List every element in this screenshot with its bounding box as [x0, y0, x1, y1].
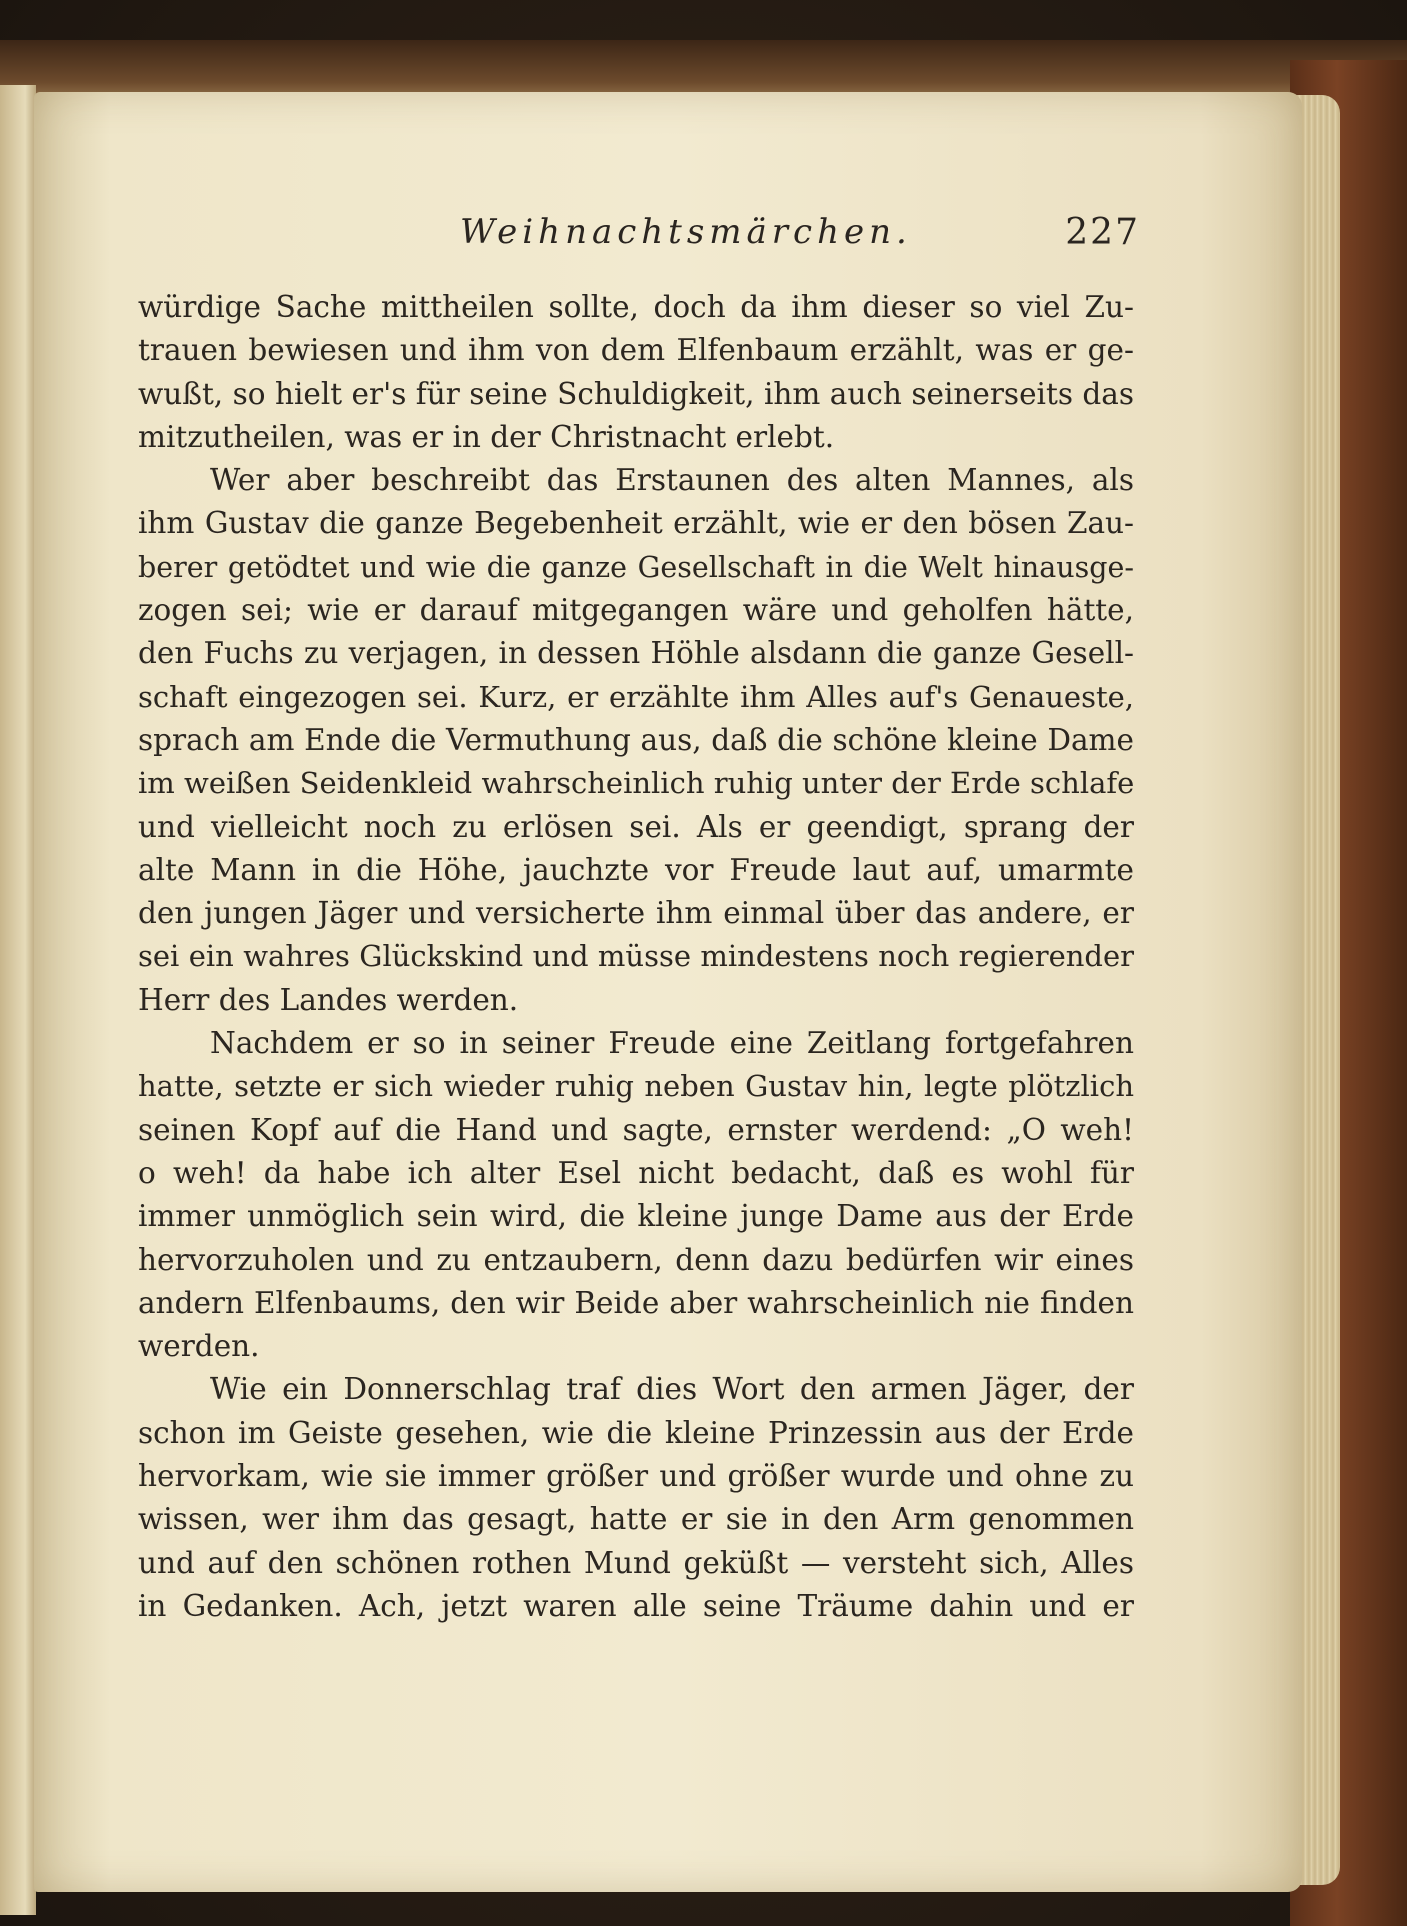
text-line: o weh! da habe ich alter Esel nicht bedacht, daß es wohl für	[138, 1155, 1134, 1190]
text-line: andern Elfenbaums, den wir Beide aber wahrscheinlich nie finden	[138, 1285, 1134, 1320]
text-line: mitzutheilen, was er in der Christnacht erlebt.	[138, 419, 835, 454]
text-line: Wer aber beschreibt das Erstaunen des alten Mannes, als	[210, 463, 1134, 498]
text-line: Wie ein Donnerschlag traf dies Wort den armen Jäger, der	[210, 1372, 1134, 1407]
text-line: werden.	[138, 1329, 260, 1364]
text-line: in Gedanken. Ach, jetzt waren alle seine Träume dahin und er	[138, 1588, 1134, 1623]
text-line: wußt, so hielt er's für seine Schuldigkeit, ihm auch seinerseits das	[138, 376, 1134, 411]
page-number: 227	[1065, 212, 1140, 253]
text-line: hatte, setzte er sich wieder ruhig neben Gustav hin, legte plötzlich	[138, 1069, 1134, 1104]
text-line: sei ein wahres Glückskind und müsse mindestens noch regierender	[138, 939, 1134, 974]
text-line: wissen, wer ihm das gesagt, hatte er sie in den Arm genommen	[138, 1502, 1134, 1537]
text-line: schon im Geiste gesehen, wie die kleine Prinzessin aus der Erde	[138, 1415, 1134, 1450]
text-line: alte Mann in die Höhe, jauchzte vor Freude laut auf, umarmte	[138, 852, 1134, 887]
text-line: Herr des Landes werden.	[138, 982, 519, 1017]
text-line: und auf den schönen rothen Mund geküßt — versteht sich, Alles	[138, 1545, 1134, 1580]
text-line: berer getödtet und wie die ganze Gesellschaft in die Welt hinausge-	[138, 550, 1134, 584]
page-header	[130, 212, 1140, 262]
text-line: schaft eingezogen sei. Kurz, er erzählte ihm Alles auf's Genaueste,	[138, 679, 1134, 714]
text-line: und vielleicht noch zu erlösen sei. Als er geendigt, sprang der	[138, 809, 1134, 844]
text-line: im weißen Seidenkleid wahrscheinlich ruhig unter der Erde schlafe	[138, 766, 1134, 801]
text-line: den Fuchs zu verjagen, in dessen Höhle alsdann die ganze Gesell-	[138, 636, 1134, 671]
text-line: trauen bewiesen und ihm von dem Elfenbaum erzählt, was er ge-	[138, 333, 1134, 368]
text-line: den jungen Jäger und versicherte ihm einmal über das andere, er	[138, 896, 1134, 931]
left-page-edge	[0, 85, 36, 1915]
text-line: hervorkam, wie sie immer größer und größer wurde und ohne zu	[138, 1459, 1134, 1494]
text-line: immer unmöglich sein wird, die kleine junge Dame aus der Erde	[138, 1199, 1134, 1234]
running-title: Weihnachtsmärchen.	[460, 212, 912, 252]
text-line: sprach am Ende die Vermuthung aus, daß die schöne kleine Dame	[138, 722, 1134, 757]
text-line: hervorzuholen und zu entzaubern, denn dazu bedürfen wir eines	[138, 1242, 1134, 1277]
text-line: ihm Gustav die ganze Begebenheit erzählt, wie er den bösen Zau-	[138, 506, 1134, 541]
text-line: zogen sei; wie er darauf mitgegangen wäre und geholfen hätte,	[138, 593, 1134, 628]
body-text	[138, 286, 1134, 1628]
text-line: Nachdem er so in seiner Freude eine Zeitlang fortgefahren	[210, 1026, 1134, 1061]
text-line: seinen Kopf auf die Hand und sagte, ernster werdend: „O weh!	[138, 1112, 1134, 1147]
text-line: würdige Sache mittheilen sollte, doch da ihm dieser so viel Zu-	[138, 290, 1134, 324]
